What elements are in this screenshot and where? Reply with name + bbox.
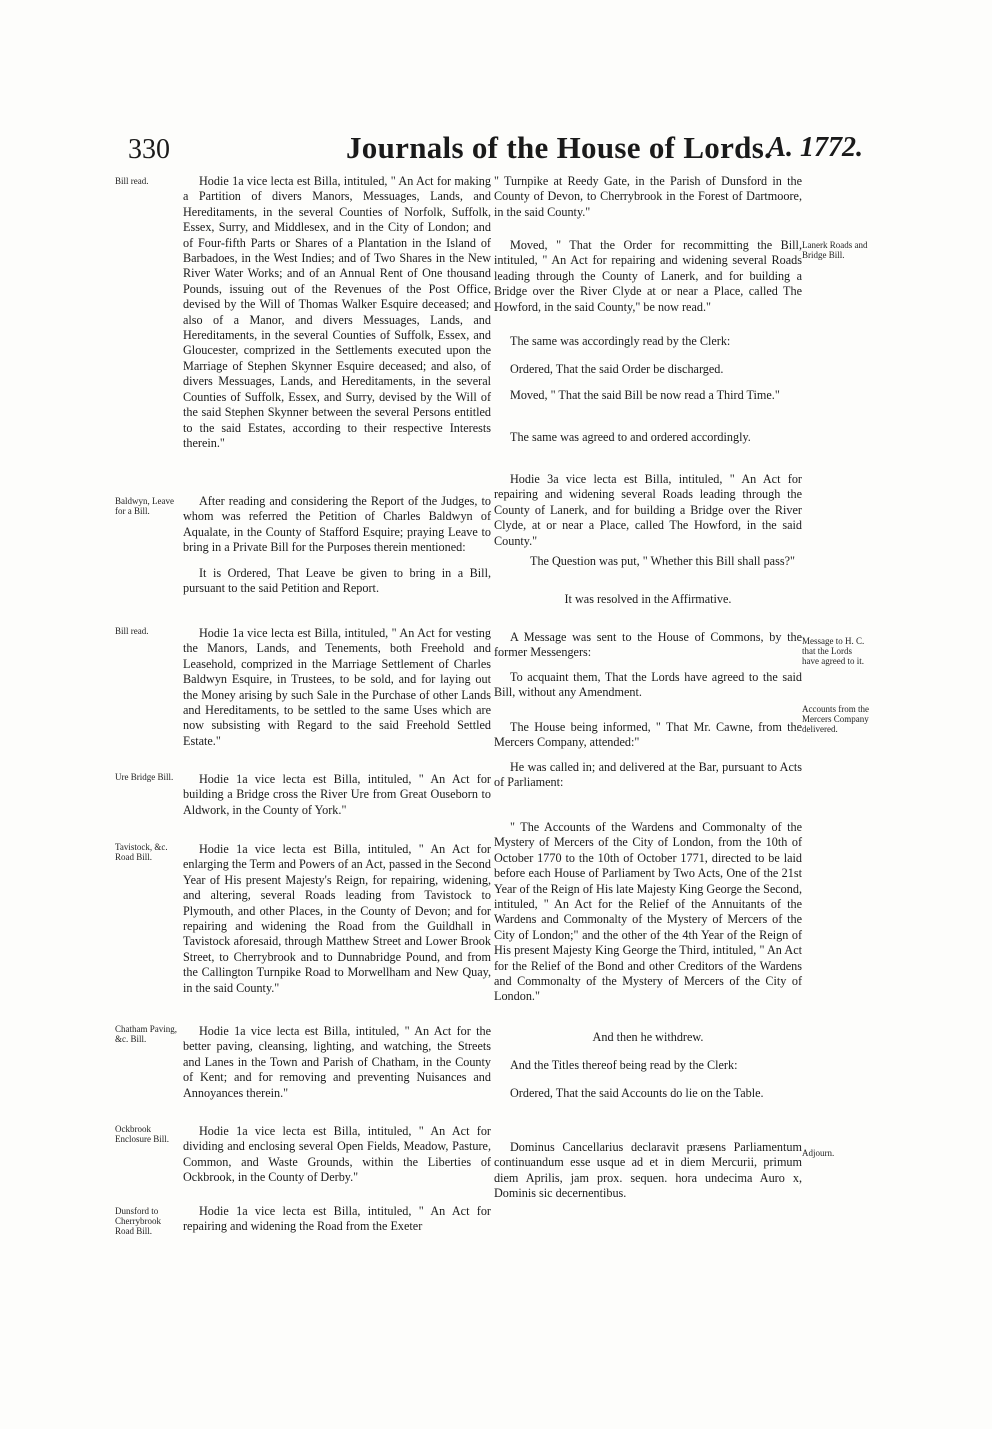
entry-paragraph: Moved, " That the said Bill be now read a Third Time.": [510, 388, 780, 402]
entry-paragraph: And then he withdrew.: [592, 1030, 704, 1044]
entry-paragraph: Ordered, That the said Order be discharged.: [510, 362, 724, 376]
entry-paragraph: Ordered, That the said Accounts do lie on the Table.: [510, 1086, 764, 1100]
entry-paragraph: A Message was sent to the House of Commons, by the former Messengers:: [494, 630, 802, 660]
margin-note: Bill read.: [115, 626, 149, 636]
entry-paragraph: It is Ordered, That Leave be given to bring in a Bill, pursuant to the said Petition and Report.: [183, 566, 491, 596]
entry-paragraph: Hodie 1a vice lecta est Billa, intituled, " An Act for enlarging the Term and Powers of an Act, passed in the Second Year of His present Majesty's Reign, for repairing, widening, and altering, several Roads leading from Tavistock to Plymouth, and other Places, in the County of Devon; and for repairing and widening the Road from the Guildhall in Tavistock aforesaid, through Matthew Street and Lower Brook Street, to Cherrybrook and to Dunnabridge Pound, and from the Callington Turnpike Road to Morwellham and New Quay, in the said County.": [183, 842, 491, 995]
entry-paragraph: The same was agreed to and ordered accordingly.: [510, 430, 751, 444]
entry-paragraph: " The Accounts of the Wardens and Commonalty of the Mystery of Mercers of the City of London, from the 10th of October 1770 to the 10th of October 1771, directed to be laid before each House of Parliament by Two Acts, One of the 21st Year of the Reign of His late Majesty King George the Second, intituled, " An Act for the Relief of the Annuitants of the Wardens and Commonalty of the Mystery of Mercers of the City of London;" and the other of the 4th Year of the Reign of His present Majesty King George the Third, intituled, " An Act for the Relief of the Bond and other Creditors of the Wardens and Commonalty of the Mystery of Mercers of the City of London.": [494, 820, 802, 1004]
entry-paragraph: Hodie 1a vice lecta est Billa, intituled, " An Act for building a Bridge cross the River Ure from Great Ouseborn to Aldwork, in the County of York.": [183, 772, 491, 817]
entry-paragraph: After reading and considering the Report of the Judges, to whom was referred the Petition of Charles Baldwyn of Aqualate, in the County of Stafford Esquire; praying Leave to bring in a Private Bill for the Purposes therein mentioned:: [183, 494, 491, 555]
entry-paragraph: To acquaint them, That the Lords have agreed to the said Bill, without any Amendment.: [494, 670, 802, 700]
page-header: [128, 128, 863, 168]
margin-note: Bill read.: [115, 176, 149, 186]
entry-paragraph: Moved, " That the Order for recommitting the Bill, intituled, " An Act for repairing and widening several Roads leading through the County of Lanerk, and for building a Bridge over the River Clyde at or near a Place, called The Howford, in the said County," be now read.": [494, 238, 802, 314]
entry-paragraph: It was resolved in the Affirmative.: [564, 592, 732, 606]
margin-note: Ockbrook Enclosure Bill.: [115, 1124, 169, 1144]
entry-paragraph: Hodie 1a vice lecta est Billa, intituled, " An Act for vesting the Manors, Lands, and Tenements, both Freehold and Leasehold, comprized in the Marriage Settlement of Charles Baldwyn Esquire, in Trustees, to be sold, and for laying out the Money arising by such Sale in the Purchase of other Lands and Hereditaments, to be settled to the same Uses which are now subsisting with Regard to the said Freehold Settled Estate.": [183, 626, 491, 748]
entry-paragraph: He was called in; and delivered at the Bar, pursuant to Acts of Parliament:: [494, 760, 802, 790]
margin-note: Accounts from the Mercers Company delivered.: [802, 704, 869, 734]
margin-note: Message to H. C. that the Lords have agreed to it.: [802, 636, 865, 666]
entry-paragraph: Hodie 1a vice lecta est Billa, intituled, " An Act for dividing and enclosing several Open Fields, Meadow, Pasture, Common, and Waste Grounds, within the Liberties of Ockbrook, in the County of Derby.": [183, 1124, 491, 1185]
margin-note: Baldwyn, Leave for a Bill.: [115, 496, 174, 516]
margin-note: Ure Bridge Bill.: [115, 772, 174, 782]
margin-note: Tavistock, &c. Road Bill.: [115, 842, 168, 862]
margin-note: Adjourn.: [802, 1148, 835, 1158]
margin-note: Dunsford to Cherrybrook Road Bill.: [115, 1206, 161, 1236]
entry-paragraph: And the Titles thereof being read by the Clerk:: [510, 1058, 738, 1072]
entry-paragraph: Hodie 1a vice lecta est Billa, intituled, " An Act for the better paving, cleansing, lighting, and watching, the Streets and Lanes in the Town and Parish of Chatham, in the County of Kent; and for removing and preventing Nuisances and Annoyances therein.": [183, 1024, 491, 1100]
entry-paragraph: The Question was put, " Whether this Bill shall pass?": [530, 554, 795, 568]
entry-paragraph: Hodie 3a vice lecta est Billa, intituled, " An Act for repairing and widening several Roads leading through the County of Lanerk, and for building a Bridge over the River Clyde, at or near a Place, called The Howford, in the said County.": [494, 472, 802, 548]
entry-paragraph: The House being informed, " That Mr. Cawne, from the Mercers Company, attended:": [494, 720, 802, 750]
margin-note: Lanerk Roads and Bridge Bill.: [802, 240, 868, 260]
entry-paragraph: The same was accordingly read by the Clerk:: [510, 334, 731, 348]
margin-note: Chatham Paving, &c. Bill.: [115, 1024, 177, 1044]
entry-paragraph: Hodie 1a vice lecta est Billa, intituled, " An Act for making a Partition of divers Manors, Messuages, Lands, and Hereditaments, in the several Counties of Norfolk, Suffolk, Essex, Surry, and Middlesex, and in the City of London; and of Four-fifth Parts or Shares of a Plantation in the Island of Barbadoes, in the West Indies; and of Two Shares in the New River Water Works; and of an Annual Rent of One thousand Pounds, issuing out of the Revenues of the Post Office, devised by the Will of Thomas Walker Esquire deceased; and also of a Manor, and divers Messuages, Lands, and Hereditaments, in the several Counties of Suffolk, Essex, and Gloucester, comprized in the Settlements executed upon the Marriage of Stephen Skynner Esquire deceased; and also, of divers Messuages, Lands, and Hereditaments, in the several Counties of Suffolk, Essex, and Surry, devised by the Will of the said Stephen Skynner between the several Persons entitled to the said Estates, according to their respective Interests therein.": [183, 174, 491, 450]
page-number: 330: [128, 134, 170, 165]
entry-paragraph: Dominus Cancellarius declaravit præsens Parliamentum continuandum esse usque ad et in diem Mercurii, primum diem Aprilis, jam prox. sequen. hora undecima Auro x, Dominis sic decernentibus.: [494, 1140, 802, 1201]
page-title: Journals of the House of Lords.: [346, 130, 773, 165]
entry-paragraph: Hodie 1a vice lecta est Billa, intituled, " An Act for repairing and widening the Road from the Exeter: [183, 1204, 491, 1234]
entry-paragraph: " Turnpike at Reedy Gate, in the Parish of Dunsford in the County of Devon, to Cherrybrook in the Forest of Dartmoore, in the said County.": [494, 174, 802, 219]
year-label: A. 1772.: [767, 132, 863, 163]
